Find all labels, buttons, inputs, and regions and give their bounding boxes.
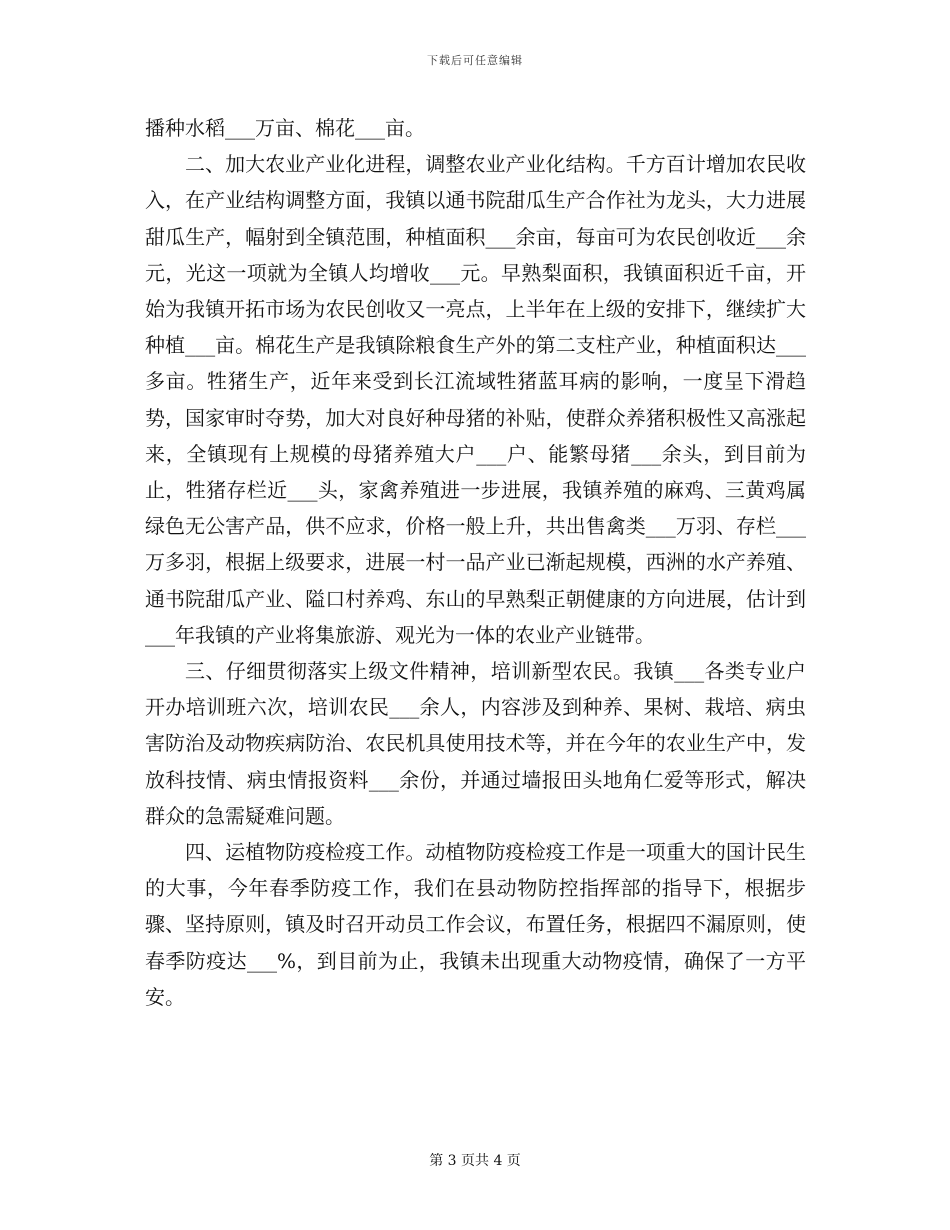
paragraph-section-4: 四、运植物防疫检疫工作。动植物防疫检疫工作是一项重大的国计民生的大事，今年春季防疫工作，我们在县动物防控指挥部的指导下，根据步骤、坚持原则，镇及时召开动员工作会议，布置任务，根据四不漏原则，使春季防疫达___%，到目前为止，我镇未出现重大动物疫情，确保了一方平安。 — [145, 840, 806, 1009]
paragraph-section-2: 二、加大农业产业化进程，调整农业产业化结构。千方百计增加农民收入，在产业结构调整方面，我镇以通书院甜瓜生产合作社为龙头，大力进展甜瓜生产，幅射到全镇范围，种植面积___余亩，每亩可为农民创收近___余元，光这一项就为全镇人均增收___元。早熟梨面积，我镇面积近千亩，开始为我镇开拓市场为农民创收又一亮点，上半年在上级的安排下，继续扩大种植___亩。棉花生产是我镇除粮食生产外的第二支柱产业，种植面积达___多亩。牲猪生产，近年来受到长江流域牲猪蓝耳病的影响，一度呈下滑趋势，国家审时夺势，加大对良好种母猪的补贴，使群众养猪积极性又高涨起来，全镇现有上规模的母猪养殖大户___户、能繁母猪___余头，到目前为止，牲猪存栏近___头，家禽养殖进一步进展，我镇养殖的麻鸡、三黄鸡属绿色无公害产品，供不应求，价格一般上升，共出售禽类___万羽、存栏___万多羽，根据上级要求，进展一村一品产业已渐起规模，西洲的水产养殖、通书院甜瓜产业、隘口村养鸡、东山的早熟梨正朝健康的方向进展，估计到___年我镇的产业将集旅游、观光为一体的农业产业链带。 — [145, 152, 806, 647]
page-footer: 第 3 页共 4 页 — [429, 1153, 521, 1169]
paragraph-continuation: 播种水稻___万亩、棉花___亩。 — [145, 116, 425, 140]
document-body — [145, 110, 806, 1015]
paragraph-section-3: 三、仔细贯彻落实上级文件精神，培训新型农民。我镇___各类专业户开办培训班六次，培训农民___余人，内容涉及到种养、果树、栽培、病虫害防治及动物疾病防治、农民机具使用技术等，并在今年的农业生产中，发放科技情、病虫情报资料___余份，并通过墙报田头地角仁爱等形式，解决群众的急需疑难问题。 — [145, 659, 806, 828]
page-header: 下载后可任意编辑 — [427, 54, 523, 67]
